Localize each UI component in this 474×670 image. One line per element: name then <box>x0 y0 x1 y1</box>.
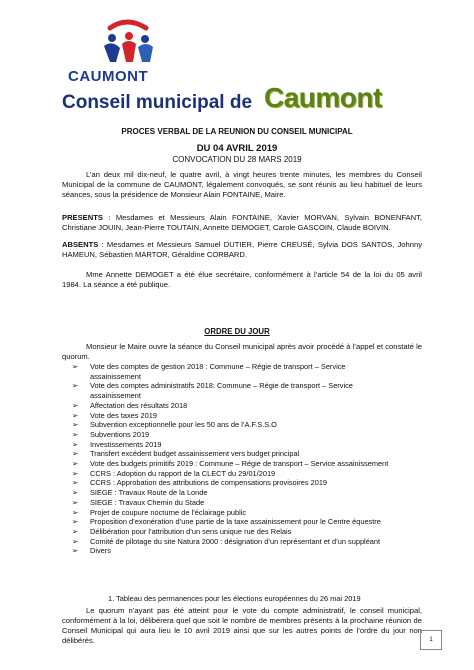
secretary-paragraph: Mme Annette DEMOGET a été élue secrétaire, conformément à l’article 54 de la loi du 05 avril 1984. La séance a été publique. <box>62 270 422 289</box>
council-city-name: Caumont <box>264 82 382 113</box>
arrow-bullet-icon: ➢ <box>72 362 79 371</box>
opening-paragraph: Monsieur le Maire ouvre la séance du Conseil municipal après avoir procédé à l’appel et constaté le quorum. <box>62 342 422 361</box>
agenda-item-text: CCRS : Adoption du rapport de la CLECT du 29/01/2019 <box>90 468 276 478</box>
agenda-item-text: Subventions 2019 <box>90 429 150 439</box>
agenda-item-text: Investissements 2019 <box>90 439 162 449</box>
agenda-item-continuation: assainissement <box>90 371 141 381</box>
absents-text: : Mesdames et Messieurs Samuel DUTIER, Pierre CREUSÉ, Sylvia DOS SANTOS, Johnny HAMEUN, Sébastien MARTOR, Géraldine CORBARD. <box>62 240 422 259</box>
arrow-bullet-icon: ➢ <box>72 459 79 469</box>
council-title: Conseil municipal de <box>62 92 253 113</box>
agenda-item-text: SIEGE : Travaux Route de la Londe <box>90 488 208 498</box>
convocation-date: CONVOCATION DU 28 MARS 2019 <box>172 155 302 164</box>
agenda-item <box>72 498 412 508</box>
agenda-item <box>72 449 412 459</box>
agenda-item <box>72 508 412 518</box>
arrow-bullet-icon: ➢ <box>72 546 79 556</box>
meeting-date: DU 04 AVRIL 2019 <box>196 143 278 154</box>
agenda-item <box>72 401 412 411</box>
agenda-item-text: Proposition d’exonération d’une partie de la taxe assainissement pour le Centre équestre <box>90 517 381 527</box>
arrow-bullet-icon: ➢ <box>72 410 79 420</box>
agenda-item-text: Subvention exceptionnelle pour les 50 ans de l’A.F.S.S.O <box>90 420 277 430</box>
agenda-item-text: Transfert excédent budget assainissement vers budget principal <box>90 449 300 459</box>
arrow-bullet-icon: ➢ <box>72 420 79 430</box>
arrow-bullet-icon: ➢ <box>72 429 79 439</box>
presents-text: : Mesdames et Messieurs Alain FONTAINE, Xavier MORVAN, Sylvain BONENFANT, Christiane JOUIN, Jean-Pierre TOUTAIN, Annette DEMOGET, Carole GASCOIN, Claude BOIVIN. <box>62 213 422 232</box>
arrow-bullet-icon: ➢ <box>72 400 79 410</box>
arrow-bullet-icon: ➢ <box>72 507 79 517</box>
arrow-bullet-icon: ➢ <box>72 488 79 498</box>
agenda-item-text: Vote des taxes 2019 <box>90 410 157 420</box>
agenda-item-text: Divers <box>90 546 111 556</box>
agenda-item-text: Vote des budgets primitifs 2019 : Commune – Régie de transport – Service assainissement <box>90 459 389 469</box>
arrow-bullet-icon: ➢ <box>72 468 79 478</box>
closing-paragraph: Le quorum n’ayant pas été atteint pour le vote du compte administratif, le conseil municipal, conformément à la loi, délibérera quel que soit le nombre de membres présents à la prochaine réunion de Conseil Municipal qui aura lieu le 10 avril 2019 ainsi que sur les autres points de l’ordre du jour non délibérés. <box>62 606 422 645</box>
logo-wordmark: CAUMONT <box>68 68 149 85</box>
arrow-bullet-icon: ➢ <box>72 497 79 507</box>
agenda-item <box>72 381 412 391</box>
agenda-list <box>72 362 412 556</box>
presents-paragraph <box>62 213 422 233</box>
agenda-sub-item: 1. Tableau des permanences pour les élections européennes du 26 mai 2019 <box>108 594 361 603</box>
document-title: PROCES VERBAL DE LA REUNION DU CONSEIL MUNICIPAL <box>121 127 353 136</box>
agenda-item-text: Comité de pilotage du site Natura 2000 : désignation d’un représentant et d’un suppléant <box>90 536 381 546</box>
arrow-bullet-icon: ➢ <box>72 381 79 391</box>
agenda-item-text: SIEGE : Travaux Chemin du Stade <box>90 497 205 507</box>
agenda-item <box>72 537 412 547</box>
agenda-item <box>72 362 412 372</box>
absents-label: ABSENTS <box>62 240 99 249</box>
arrow-bullet-icon: ➢ <box>72 526 79 536</box>
agenda-item <box>72 527 412 537</box>
agenda-heading: ORDRE DU JOUR <box>204 327 270 336</box>
agenda-item-text: Délibération pour l’attribution d’un sens unique rue des Relais <box>90 526 292 536</box>
agenda-item-text: Projet de coupure nocturne de l’éclairage public <box>90 507 247 517</box>
arrow-bullet-icon: ➢ <box>72 536 79 546</box>
agenda-item <box>72 517 412 527</box>
presents-label: PRESENTS <box>62 213 103 222</box>
arrow-bullet-icon: ➢ <box>72 517 79 527</box>
arrow-bullet-icon: ➢ <box>72 449 79 459</box>
page-number: 1 <box>420 630 442 650</box>
agenda-item <box>72 478 412 488</box>
agenda-item-text: CCRS : Approbation des attributions de compensations provisoires 2019 <box>90 478 328 488</box>
agenda-item <box>72 420 412 430</box>
agenda-item <box>72 459 412 469</box>
intro-paragraph: L’an deux mil dix-neuf, le quatre avril, à vingt heures trente minutes, les membres du Conseil Municipal de la commune de CAUMONT, légalement convoqués, se sont réunis au lieu habituel de leurs séances, sous la présidence de Monsieur Alain FONTAINE, Maire. <box>62 170 422 199</box>
agenda-item-text: Affectation des résultats 2018 <box>90 400 188 410</box>
agenda-item <box>72 469 412 479</box>
absents-paragraph <box>62 240 422 260</box>
agenda-item-text: Vote des comptes administratifs 2018: Commune – Régie de transport – Service <box>90 381 353 391</box>
agenda-item <box>72 430 412 440</box>
agenda-item <box>72 411 412 421</box>
agenda-item <box>72 546 412 556</box>
agenda-item-text: Vote des comptes de gestion 2018 : Commune – Régie de transport – Service <box>90 362 346 371</box>
agenda-item <box>72 440 412 450</box>
arrow-bullet-icon: ➢ <box>72 478 79 488</box>
agenda-item-continuation: assainissement <box>90 391 141 401</box>
arrow-bullet-icon: ➢ <box>72 439 79 449</box>
agenda-item <box>72 488 412 498</box>
